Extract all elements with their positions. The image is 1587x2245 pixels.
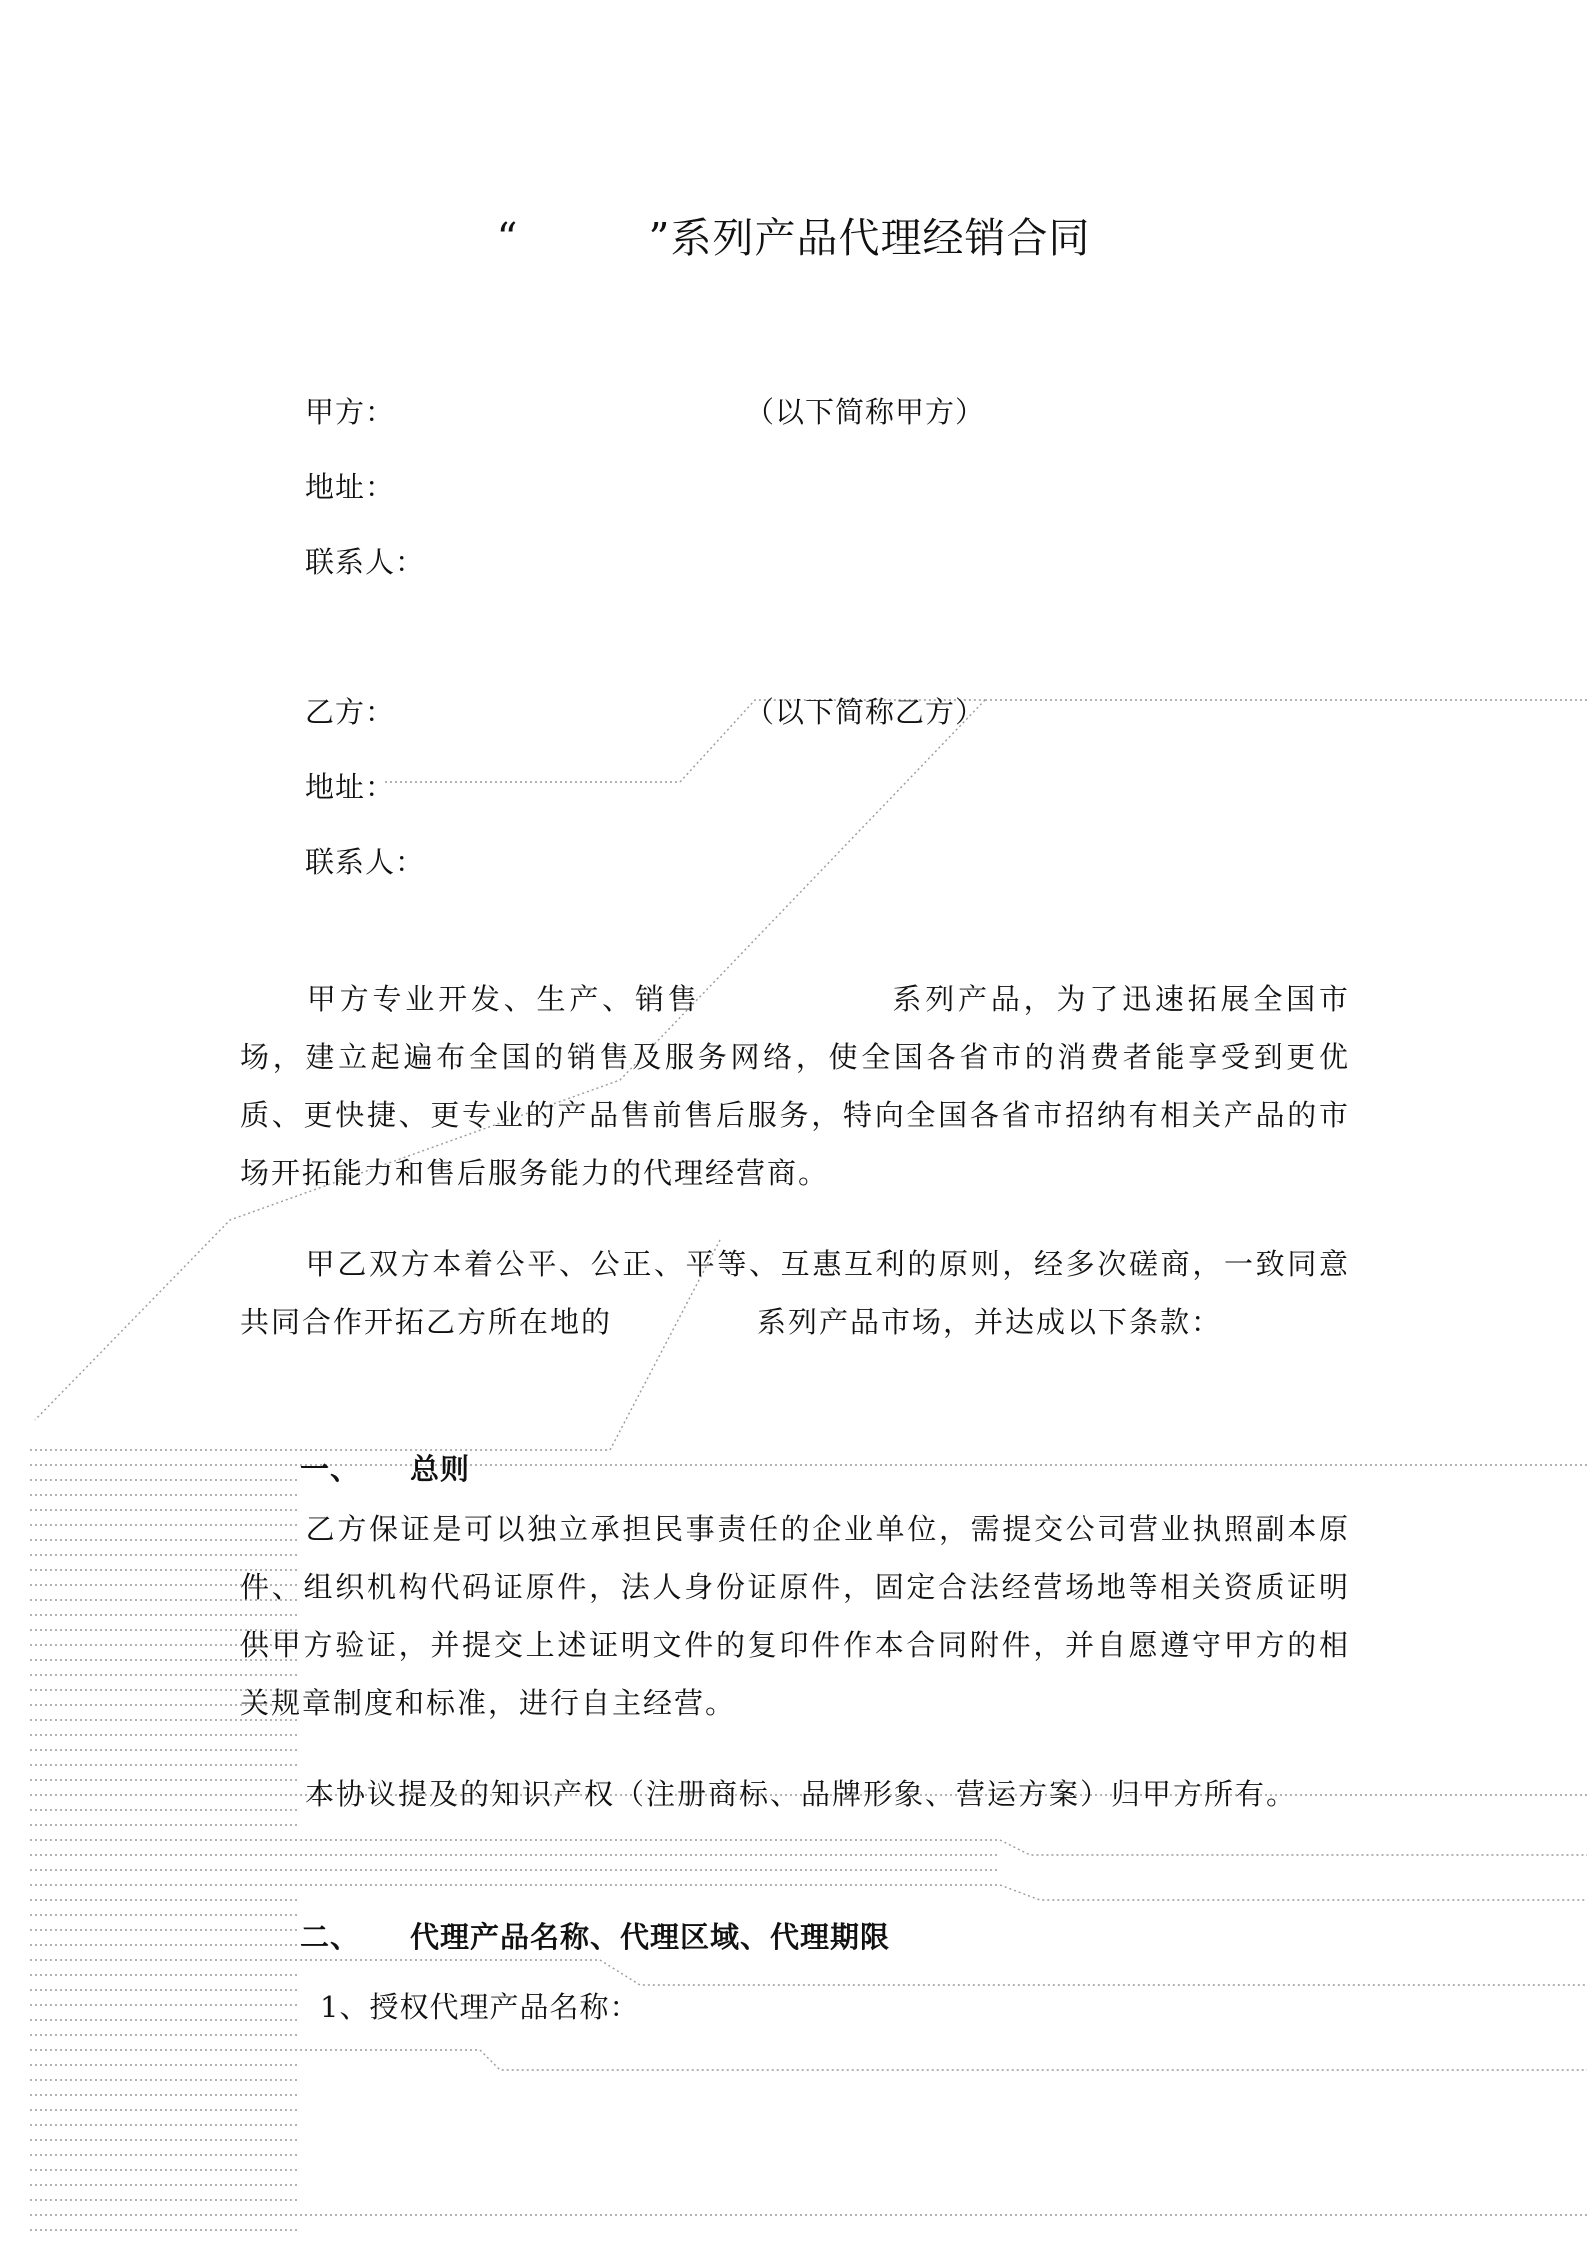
section-1-paragraph-1	[240, 1500, 1350, 1732]
party-a-label: 甲方：	[305, 395, 396, 429]
party-b-label: 乙方：	[305, 695, 396, 729]
intro-p2-part1: 甲乙双方本着公平、公正、平等、互惠互利的原则，经多次磋商，一致同意共同合作开拓乙方所在地的	[240, 1247, 1350, 1339]
intro-paragraph-2	[240, 1235, 1350, 1351]
section-2-title: 代理产品名称、代理区域、代理期限	[410, 1920, 891, 1954]
markup-row	[30, 1960, 1587, 1985]
section-2-heading	[300, 1915, 890, 1956]
title-text: ”系列产品代理经销合同	[648, 214, 1091, 262]
party-a-address-label: 地址：	[305, 470, 396, 504]
intro-p1-part2: 系列产品，为了迅速拓展全国市场，建立起遍布全国的销售及服务网络，使全国各省市的消费者能享受到更优质、更快捷、更专业的产品售前售后服务，特向全国各省市招纳有相关产品的市场开拓能力和售后服务能力的代理经营商。	[240, 982, 1350, 1190]
party-a-note: （以下简称甲方）	[745, 395, 986, 429]
section-1-number: 一、	[300, 1452, 361, 1486]
section-1-p2-text: 本协议提及的知识产权（注册商标、品牌形象、营运方案）归甲方所有。	[305, 1777, 1298, 1811]
section-2-number: 二、	[300, 1920, 361, 1954]
intro-p2-part2: 系列产品市场，并达成以下条款：	[757, 1305, 1223, 1339]
section-1-title: 总则	[410, 1452, 471, 1486]
party-b-contact-label: 联系人：	[305, 845, 426, 879]
party-a-contact-label: 联系人：	[305, 545, 426, 579]
title-open-quote: “	[496, 214, 519, 262]
party-b-note: （以下简称乙方）	[745, 695, 986, 729]
section-1-paragraph-2	[240, 1765, 1350, 1823]
section-1-heading	[300, 1447, 470, 1488]
document-title	[0, 205, 1587, 264]
intro-paragraph-1	[240, 970, 1350, 1202]
markup-row	[30, 1840, 1587, 1855]
markup-row	[30, 1885, 1587, 1900]
section-1-p1-text: 乙方保证是可以独立承担民事责任的企业单位，需提交公司营业执照副本原件、组织机构代码证原件，法人身份证原件，固定合法经营场地等相关资质证明供甲方验证，并提交上述证明文件的复印件作本合同附件，并自愿遵守甲方的相关规章制度和标准，进行自主经营。	[240, 1512, 1350, 1720]
markup-row	[30, 2050, 1587, 2070]
party-b-address-label: 地址：	[305, 770, 396, 804]
section-2-item-1: 1、授权代理产品名称：	[320, 1990, 640, 2024]
intro-p1-part1: 甲方专业开发、生产、销售	[305, 982, 701, 1016]
